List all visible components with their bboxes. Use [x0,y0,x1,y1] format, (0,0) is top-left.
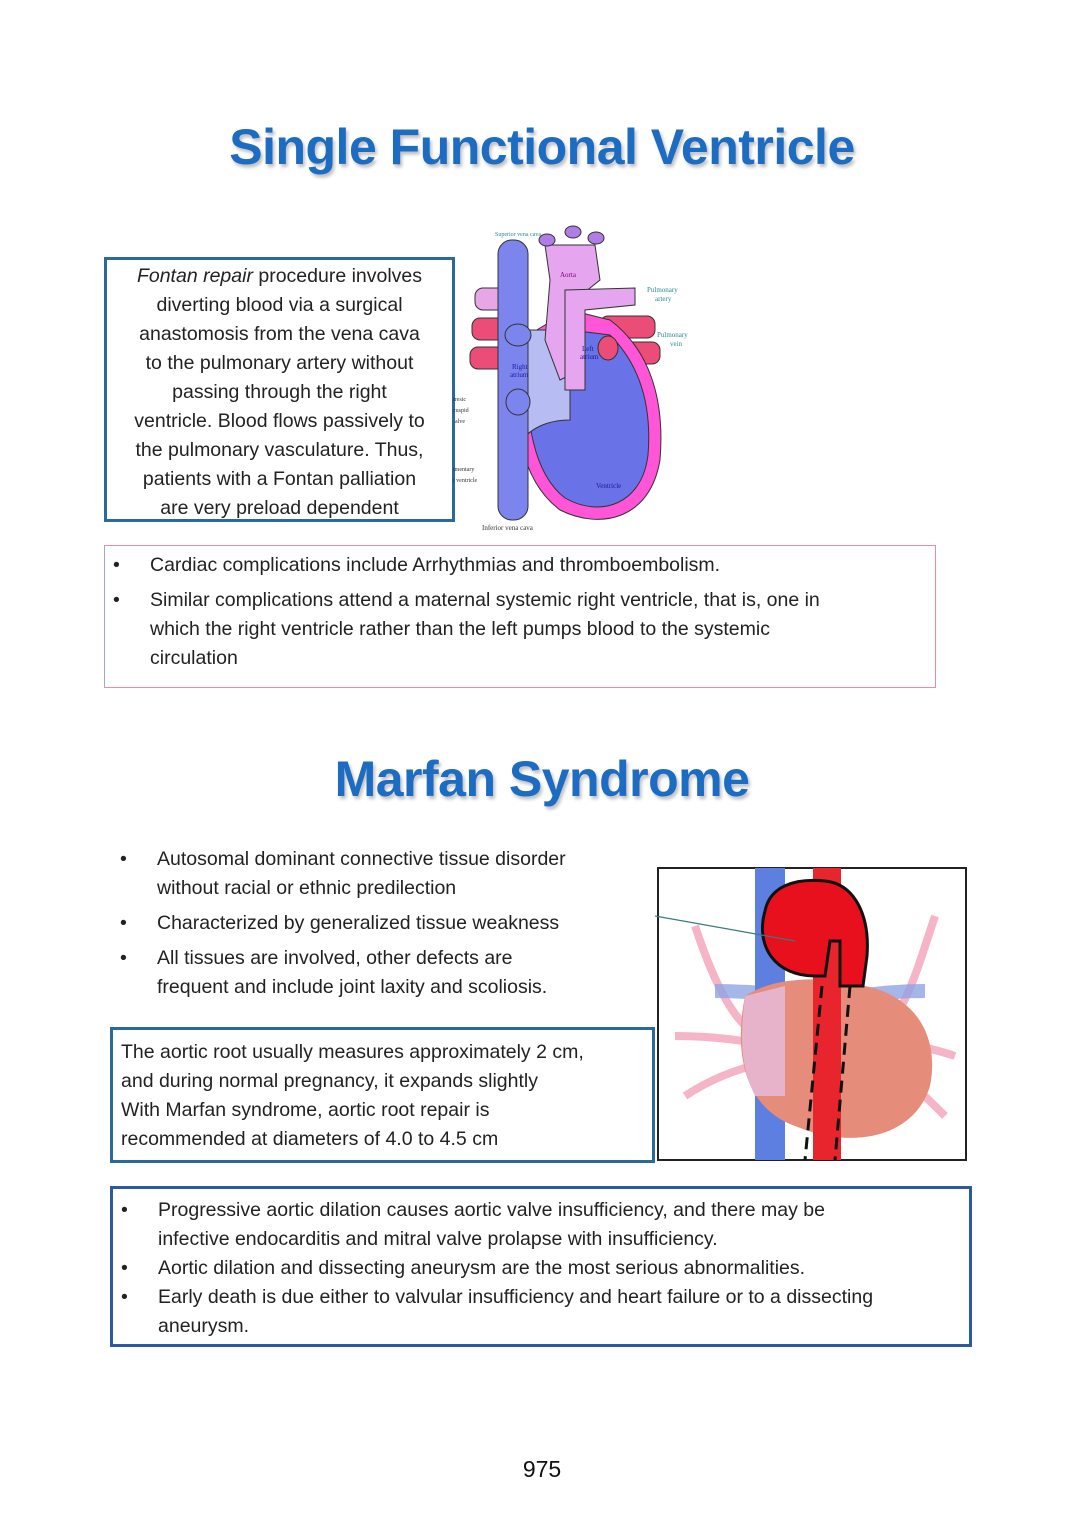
marfan-complications-box [110,1186,972,1347]
right-atrium-opening [505,324,531,346]
fontan-line: are very preload dependent [160,497,399,519]
list-item-text: circulation [150,647,238,669]
complications-box [104,545,936,688]
label-pa-2: artery [655,295,672,303]
marfan-complications-list [113,1196,969,1341]
list-item-text: which the right ventricle rather than the left pumps blood to the systemic [150,618,770,640]
aortic-line: and during normal pregnancy, it expands slightly [121,1070,538,1092]
fontan-line: passing through the right [172,381,387,403]
list-item-text: Progressive aortic dilation causes aortic valve insufficiency, and there may be [158,1199,825,1221]
fontan-line: diverting blood via a surgical [156,294,403,316]
label-la-1: Left [582,345,594,353]
right-atrium-opening [506,389,530,415]
label-la-2: atrium [580,353,599,361]
section-title-marfan: Marfan Syndrome [334,751,750,807]
list-item-text: Similar complications attend a maternal systemic right ventricle, that is, one in [150,589,820,611]
label-pv-2: vein [670,340,683,348]
right-atrium [742,986,785,1096]
list-item-text: aneurysm. [158,1315,250,1337]
label-pv-1: Pulmonary [657,331,688,339]
list-item-text: frequent and include joint laxity and scoliosis. [157,976,548,998]
list-item [112,909,652,938]
list-item [113,1254,969,1283]
bullet-icon: • [113,589,120,611]
list-item [105,586,935,673]
bullet-icon: • [120,912,127,934]
marfan-bullets [112,845,652,1002]
aorta-vessel-top [539,234,555,246]
label-svc: Superior vena cava [495,232,541,238]
list-item-text: Characterized by generalized tissue weakness [157,912,560,934]
label-valve-1: tresic [453,397,466,403]
bullet-icon: • [120,947,127,969]
aortic-aneurysm-illustration [655,866,968,1162]
fontan-first-line [107,262,452,291]
bullet-icon: • [121,1257,128,1279]
single-ventricle-heart-diagram [450,220,700,540]
fontan-line: to the pulmonary artery without [145,352,414,374]
aortic-root-box [110,1027,655,1163]
list-item [112,944,652,1002]
label-ra-2: atrium [510,371,529,379]
page-number: 975 [522,1456,562,1482]
vena-cava [498,240,528,520]
label-aorta: Aorta [560,271,576,279]
list-item [112,845,652,903]
fontan-line: the pulmonary vasculature. Thus, [135,439,424,461]
aorta-vessel-top [588,232,604,244]
list-item-text: Cardiac complications include Arrhythmias and thromboembolism. [150,554,721,576]
list-item [113,1283,969,1341]
bullet-icon: • [121,1286,128,1308]
label-ivc: Inferior vena cava [482,524,533,532]
label-rv-1: imentary [453,467,475,473]
bullet-icon: • [113,554,120,576]
marfan-list [112,845,652,1002]
label-valve-3: alve [455,419,465,425]
aortic-line: recommended at diameters of 4.0 to 4.5 cm [121,1128,499,1150]
fontan-line: anastomosis from the vena cava [139,323,420,345]
left-atrium-vein [598,336,618,360]
fontan-repair-term: Fontan repair [136,265,253,287]
list-item-text: infective endocarditis and mitral valve prolapse with insufficiency. [158,1228,718,1250]
list-item [105,551,935,580]
fontan-first-line-rest: procedure involves [252,265,423,287]
aortic-line: With Marfan syndrome, aortic root repair is [121,1099,490,1121]
list-item-text: without racial or ethnic predilection [157,877,457,899]
aortic-line: The aortic root usually measures approximately 2 cm, [121,1041,584,1063]
complications-list [105,551,935,673]
list-item-text: Autosomal dominant connective tissue disorder [157,848,566,870]
label-ventricle: Ventricle [596,482,622,490]
label-valve-2: cuspid [453,408,469,414]
label-rv-2: t ventricle [453,478,478,484]
list-item-text: Aortic dilation and dissecting aneurysm are the most serious abnormalities. [158,1257,806,1279]
fontan-line: ventricle. Blood flows passively to [134,410,425,432]
fontan-line: patients with a Fontan palliation [142,468,417,490]
fontan-repair-box [104,257,455,522]
label-ra-1: Right [512,363,528,371]
aorta-vessel-top [565,226,581,238]
list-item-text: All tissues are involved, other defects are [157,947,513,969]
bullet-icon: • [121,1199,128,1221]
section-title-single-ventricle: Single Functional Ventricle [229,119,855,175]
label-pa-1: Pulmonary [647,286,678,294]
list-item-text: Early death is due either to valvular insufficiency and heart failure or to a dissecting [158,1286,874,1308]
list-item [113,1196,969,1254]
bullet-icon: • [120,848,127,870]
